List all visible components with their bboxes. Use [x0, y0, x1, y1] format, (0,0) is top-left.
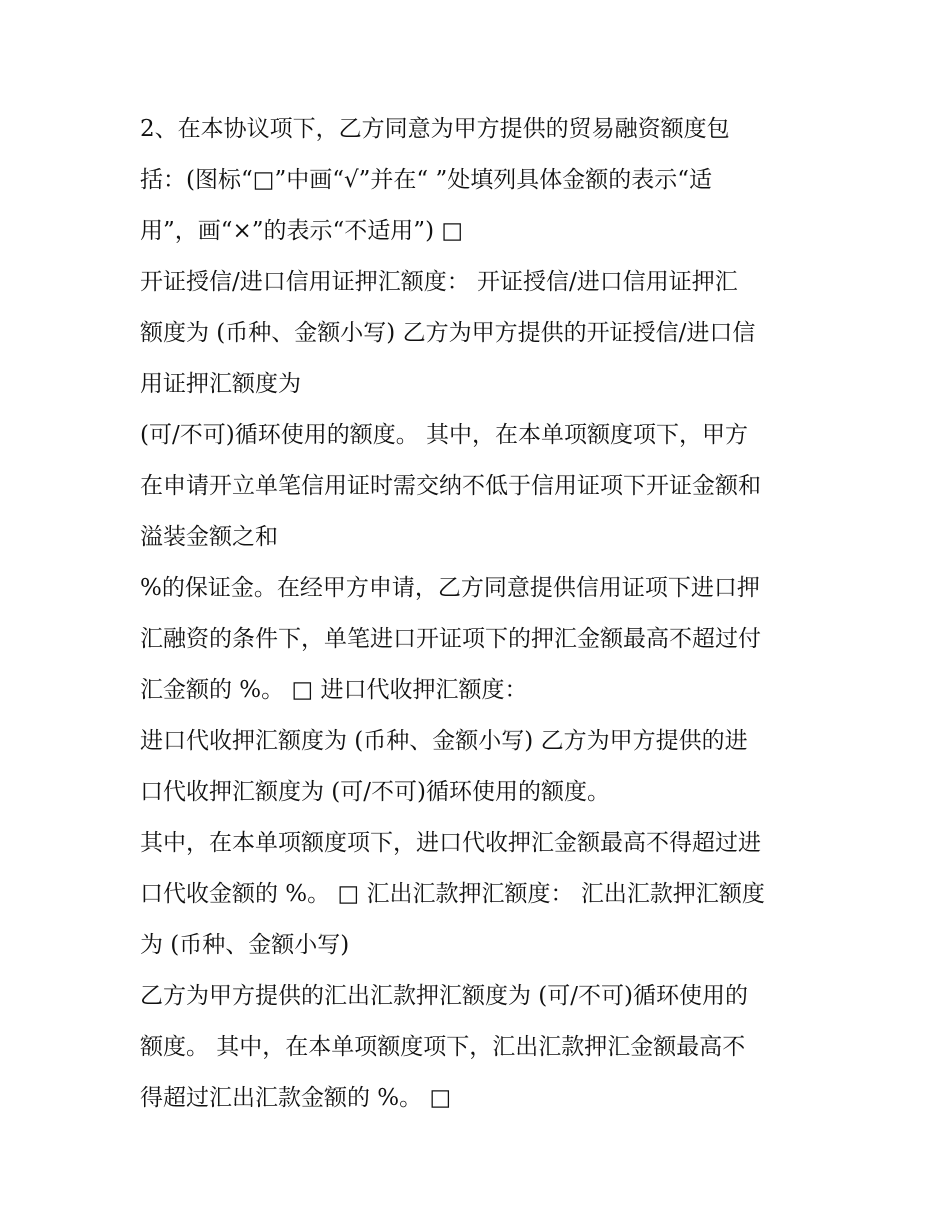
- text-line: 在申请开立单笔信用证时需交纳不低于信用证项下开证金额和: [140, 473, 761, 499]
- text-line: (可/不可)循环使用的额度。 其中，在本单项额度项下，甲方: [140, 422, 749, 448]
- text-line: 其中，在本单项额度项下，进口代收押汇金额最高不得超过进: [140, 830, 761, 856]
- text-line: %的保证金。在经甲方申请，乙方同意提供信用证项下进口押: [140, 575, 760, 601]
- text-line: 口代收金额的 %。 □ 汇出汇款押汇额度： 汇出汇款押汇额度: [140, 881, 765, 907]
- text-line: 额度。 其中，在本单项额度项下，汇出汇款押汇金额最高不: [140, 1034, 746, 1060]
- text-line: 用证押汇额度为: [140, 371, 301, 397]
- text-line: 额度为 (币种、金额小写) 乙方为甲方提供的开证授信/进口信: [140, 320, 756, 346]
- text-line: 2、在本协议项下，乙方同意为甲方提供的贸易融资额度包: [140, 116, 730, 142]
- text-line: 溢装金额之和: [140, 524, 278, 550]
- text-line: 开证授信/进口信用证押汇额度： 开证授信/进口信用证押汇: [140, 269, 738, 295]
- text-line: 汇金额的 %。 □ 进口代收押汇额度：: [140, 677, 528, 703]
- text-line: 得超过汇出汇款金额的 %。 □: [140, 1085, 452, 1111]
- document-body: [140, 104, 820, 1124]
- text-line: 汇融资的条件下，单笔进口开证项下的押汇金额最高不超过付: [140, 626, 761, 652]
- text-line: 括：(图标“□”中画“√”并在“ ”处填列具体金额的表示“适: [140, 167, 712, 193]
- text-line: 乙方为甲方提供的汇出汇款押汇额度为 (可/不可)循环使用的: [140, 983, 749, 1009]
- text-line: 用”，画“×”的表示“不适用”) □: [140, 218, 464, 244]
- text-line: 口代收押汇额度为 (可/不可)循环使用的额度。: [140, 779, 611, 805]
- text-line: 为 (币种、金额小写): [140, 932, 350, 958]
- text-line: 进口代收押汇额度为 (币种、金额小写) 乙方为甲方提供的进: [140, 728, 748, 754]
